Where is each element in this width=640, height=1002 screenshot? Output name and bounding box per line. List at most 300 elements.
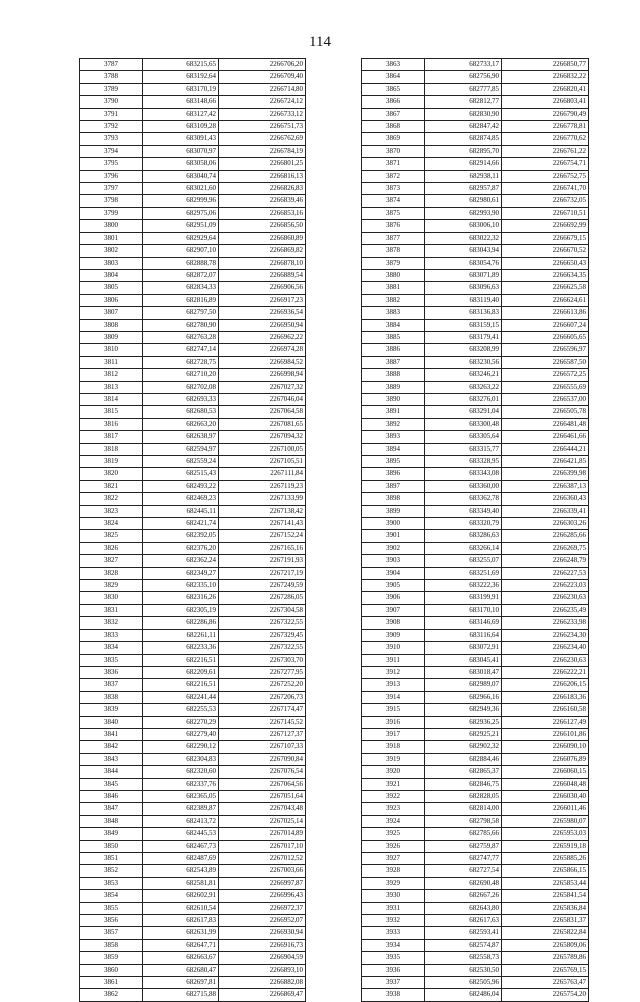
point-number-cell: 3805 [80, 282, 143, 294]
point-number-cell: 3919 [362, 753, 425, 765]
x-coordinate-cell: 683136,83 [425, 307, 502, 319]
x-coordinate-cell: 682469,23 [143, 493, 219, 505]
x-coordinate-cell: 682747,77 [425, 853, 502, 865]
point-number-cell: 3898 [362, 493, 425, 505]
table-row [362, 170, 589, 182]
table-row [80, 977, 306, 989]
x-coordinate-cell: 682667,26 [425, 890, 502, 902]
table-row [80, 456, 306, 468]
x-coordinate-cell: 682693,33 [143, 393, 219, 405]
y-coordinate-cell: 2266030,40 [502, 790, 589, 802]
y-coordinate-cell: 2267027,32 [219, 381, 306, 393]
table-row [80, 629, 306, 641]
x-coordinate-cell: 682643,80 [425, 902, 502, 914]
y-coordinate-cell: 2267105,51 [219, 456, 306, 468]
x-coordinate-cell: 682759,87 [425, 840, 502, 852]
table-row [362, 902, 589, 914]
x-coordinate-cell: 682756,90 [425, 71, 502, 83]
x-coordinate-cell: 682530,50 [425, 964, 502, 976]
x-coordinate-cell: 683222,36 [425, 580, 502, 592]
point-number-cell: 3836 [80, 666, 143, 678]
table-row [362, 505, 589, 517]
table-row [362, 592, 589, 604]
point-number-cell: 3787 [80, 59, 143, 71]
x-coordinate-cell: 682951,09 [143, 220, 219, 232]
x-coordinate-cell: 683043,94 [425, 245, 502, 257]
y-coordinate-cell: 2266893,10 [219, 964, 306, 976]
table-row [362, 877, 589, 889]
y-coordinate-cell: 2266733,12 [219, 108, 306, 120]
point-number-cell: 3840 [80, 716, 143, 728]
x-coordinate-cell: 682241,44 [143, 691, 219, 703]
y-coordinate-cell: 2266889,54 [219, 269, 306, 281]
x-coordinate-cell: 682733,17 [425, 59, 502, 71]
point-number-cell: 3814 [80, 393, 143, 405]
table-row [80, 642, 306, 654]
point-number-cell: 3926 [362, 840, 425, 852]
table-row [80, 480, 306, 492]
point-number-cell: 3876 [362, 220, 425, 232]
table-row [362, 480, 589, 492]
point-number-cell: 3917 [362, 728, 425, 740]
y-coordinate-cell: 2266339,41 [502, 505, 589, 517]
point-number-cell: 3856 [80, 915, 143, 927]
point-number-cell: 3889 [362, 381, 425, 393]
x-coordinate-cell: 682421,74 [143, 518, 219, 530]
y-coordinate-cell: 2266998,94 [219, 369, 306, 381]
point-number-cell: 3830 [80, 592, 143, 604]
table-row [80, 245, 306, 257]
x-coordinate-cell: 683360,00 [425, 480, 502, 492]
point-number-cell: 3935 [362, 952, 425, 964]
x-coordinate-cell: 683148,66 [143, 96, 219, 108]
table-row [80, 232, 306, 244]
table-row [362, 604, 589, 616]
y-coordinate-cell: 2266607,24 [502, 319, 589, 331]
table-row [80, 443, 306, 455]
y-coordinate-cell: 2265831,37 [502, 915, 589, 927]
y-coordinate-cell: 2266235,49 [502, 604, 589, 616]
table-row [80, 183, 306, 195]
y-coordinate-cell: 2266222,21 [502, 666, 589, 678]
point-number-cell: 3904 [362, 567, 425, 579]
table-row [80, 207, 306, 219]
x-coordinate-cell: 682376,20 [143, 542, 219, 554]
point-number-cell: 3915 [362, 704, 425, 716]
y-coordinate-cell: 2266856,50 [219, 220, 306, 232]
table-row [362, 133, 589, 145]
x-coordinate-cell: 682715,88 [143, 989, 219, 1001]
point-number-cell: 3924 [362, 815, 425, 827]
x-coordinate-cell: 682320,60 [143, 766, 219, 778]
point-number-cell: 3928 [362, 865, 425, 877]
y-coordinate-cell: 2266233,98 [502, 617, 589, 629]
x-coordinate-cell: 682812,77 [425, 96, 502, 108]
point-number-cell: 3937 [362, 977, 425, 989]
point-number-cell: 3905 [362, 580, 425, 592]
y-coordinate-cell: 2267174,47 [219, 704, 306, 716]
y-coordinate-cell: 2266803,41 [502, 96, 589, 108]
point-number-cell: 3895 [362, 456, 425, 468]
table-row [362, 108, 589, 120]
x-coordinate-cell: 682763,28 [143, 331, 219, 343]
y-coordinate-cell: 2267017,10 [219, 840, 306, 852]
x-coordinate-cell: 682949,36 [425, 704, 502, 716]
y-coordinate-cell: 2266790,49 [502, 108, 589, 120]
point-number-cell: 3882 [362, 294, 425, 306]
y-coordinate-cell: 2265754,20 [502, 989, 589, 1001]
table-row [362, 939, 589, 951]
y-coordinate-cell: 2266761,22 [502, 145, 589, 157]
table-row [362, 96, 589, 108]
table-row [80, 505, 306, 517]
table-row [362, 121, 589, 133]
table-row [80, 468, 306, 480]
y-coordinate-cell: 2265853,44 [502, 877, 589, 889]
table-row [362, 828, 589, 840]
point-number-cell: 3897 [362, 480, 425, 492]
x-coordinate-cell: 682925,21 [425, 728, 502, 740]
table-row [80, 989, 306, 1001]
table-row [362, 567, 589, 579]
y-coordinate-cell: 2266741,70 [502, 183, 589, 195]
x-coordinate-cell: 682233,36 [143, 642, 219, 654]
y-coordinate-cell: 2266709,40 [219, 71, 306, 83]
table-row [362, 629, 589, 641]
table-row [362, 617, 589, 629]
y-coordinate-cell: 2266230,63 [502, 654, 589, 666]
x-coordinate-cell: 682638,97 [143, 431, 219, 443]
point-number-cell: 3873 [362, 183, 425, 195]
y-coordinate-cell: 2266596,97 [502, 344, 589, 356]
x-coordinate-cell: 683072,91 [425, 642, 502, 654]
x-coordinate-cell: 682558,73 [425, 952, 502, 964]
table-row [362, 418, 589, 430]
table-row [80, 220, 306, 232]
x-coordinate-cell: 683146,69 [425, 617, 502, 629]
point-number-cell: 3790 [80, 96, 143, 108]
y-coordinate-cell: 2266230,63 [502, 592, 589, 604]
table-row [80, 964, 306, 976]
x-coordinate-cell: 682647,71 [143, 939, 219, 951]
y-coordinate-cell: 2267107,33 [219, 741, 306, 753]
point-number-cell: 3816 [80, 418, 143, 430]
point-number-cell: 3936 [362, 964, 425, 976]
table-row [362, 741, 589, 753]
x-coordinate-cell: 682413,72 [143, 815, 219, 827]
point-number-cell: 3827 [80, 555, 143, 567]
x-coordinate-cell: 682690,48 [425, 877, 502, 889]
point-number-cell: 3891 [362, 406, 425, 418]
table-row [80, 331, 306, 343]
table-row [80, 840, 306, 852]
table-row [80, 704, 306, 716]
table-row [80, 493, 306, 505]
x-coordinate-cell: 682663,67 [143, 952, 219, 964]
table-row [80, 431, 306, 443]
y-coordinate-cell: 2266587,50 [502, 356, 589, 368]
point-number-cell: 3844 [80, 766, 143, 778]
table-row [362, 406, 589, 418]
y-coordinate-cell: 2266269,75 [502, 542, 589, 554]
table-row [80, 902, 306, 914]
y-coordinate-cell: 2265953,03 [502, 828, 589, 840]
y-coordinate-cell: 2266234,40 [502, 642, 589, 654]
x-coordinate-cell: 683021,60 [143, 183, 219, 195]
table-row [362, 790, 589, 802]
table-row [362, 71, 589, 83]
point-number-cell: 3819 [80, 456, 143, 468]
point-number-cell: 3911 [362, 654, 425, 666]
y-coordinate-cell: 2267090,84 [219, 753, 306, 765]
table-row [362, 542, 589, 554]
table-row [362, 393, 589, 405]
y-coordinate-cell: 2266624,61 [502, 294, 589, 306]
table-row [362, 766, 589, 778]
y-coordinate-cell: 2265769,15 [502, 964, 589, 976]
x-coordinate-cell: 682975,06 [143, 207, 219, 219]
y-coordinate-cell: 2267249,59 [219, 580, 306, 592]
y-coordinate-cell: 2266360,43 [502, 493, 589, 505]
x-coordinate-cell: 683276,01 [425, 393, 502, 405]
x-coordinate-cell: 682487,69 [143, 853, 219, 865]
table-row [80, 927, 306, 939]
table-row [362, 282, 589, 294]
x-coordinate-cell: 682914,66 [425, 158, 502, 170]
table-row [80, 691, 306, 703]
y-coordinate-cell: 2265841,54 [502, 890, 589, 902]
coordinates-table-right [361, 58, 589, 1002]
table-row [80, 418, 306, 430]
point-number-cell: 3822 [80, 493, 143, 505]
x-coordinate-cell: 682559,24 [143, 456, 219, 468]
table-row [80, 282, 306, 294]
point-number-cell: 3841 [80, 728, 143, 740]
point-number-cell: 3792 [80, 121, 143, 133]
point-number-cell: 3829 [80, 580, 143, 592]
x-coordinate-cell: 683071,89 [425, 269, 502, 281]
x-coordinate-cell: 682680,53 [143, 406, 219, 418]
table-row [80, 356, 306, 368]
point-number-cell: 3842 [80, 741, 143, 753]
table-row [362, 59, 589, 71]
table-row [80, 406, 306, 418]
x-coordinate-cell: 682392,05 [143, 530, 219, 542]
table-row [362, 666, 589, 678]
x-coordinate-cell: 682593,41 [425, 927, 502, 939]
x-coordinate-cell: 682335,10 [143, 580, 219, 592]
x-coordinate-cell: 682902,32 [425, 741, 502, 753]
point-number-cell: 3863 [362, 59, 425, 71]
point-number-cell: 3839 [80, 704, 143, 716]
table-row [80, 828, 306, 840]
y-coordinate-cell: 2266223,03 [502, 580, 589, 592]
y-coordinate-cell: 2266625,58 [502, 282, 589, 294]
table-row [80, 542, 306, 554]
y-coordinate-cell: 2265866,15 [502, 865, 589, 877]
table-row [362, 654, 589, 666]
point-number-cell: 3874 [362, 195, 425, 207]
point-number-cell: 3811 [80, 356, 143, 368]
y-coordinate-cell: 2266906,56 [219, 282, 306, 294]
y-coordinate-cell: 2266248,79 [502, 555, 589, 567]
point-number-cell: 3865 [362, 83, 425, 95]
x-coordinate-cell: 683054,76 [425, 257, 502, 269]
table-row [362, 716, 589, 728]
y-coordinate-cell: 2266952,07 [219, 915, 306, 927]
point-number-cell: 3794 [80, 145, 143, 157]
point-number-cell: 3908 [362, 617, 425, 629]
x-coordinate-cell: 683170,19 [143, 83, 219, 95]
table-row [362, 356, 589, 368]
x-coordinate-cell: 683119,40 [425, 294, 502, 306]
point-number-cell: 3846 [80, 790, 143, 802]
x-coordinate-cell: 682938,11 [425, 170, 502, 182]
x-coordinate-cell: 682261,11 [143, 629, 219, 641]
table-row [362, 977, 589, 989]
table-row [362, 294, 589, 306]
x-coordinate-cell: 682216,51 [143, 679, 219, 691]
y-coordinate-cell: 2265789,86 [502, 952, 589, 964]
x-coordinate-cell: 683263,22 [425, 381, 502, 393]
y-coordinate-cell: 2266605,65 [502, 331, 589, 343]
x-coordinate-cell: 682797,50 [143, 307, 219, 319]
point-number-cell: 3925 [362, 828, 425, 840]
y-coordinate-cell: 2267322,55 [219, 642, 306, 654]
point-number-cell: 3795 [80, 158, 143, 170]
table-row [80, 617, 306, 629]
point-number-cell: 3903 [362, 555, 425, 567]
y-coordinate-cell: 2267012,52 [219, 853, 306, 865]
point-number-cell: 3862 [80, 989, 143, 1001]
table-row [80, 121, 306, 133]
point-number-cell: 3800 [80, 220, 143, 232]
x-coordinate-cell: 683286,63 [425, 530, 502, 542]
x-coordinate-cell: 683179,41 [425, 331, 502, 343]
x-coordinate-cell: 682290,12 [143, 741, 219, 753]
x-coordinate-cell: 682543,89 [143, 865, 219, 877]
x-coordinate-cell: 682209,61 [143, 666, 219, 678]
point-number-cell: 3868 [362, 121, 425, 133]
y-coordinate-cell: 2266752,75 [502, 170, 589, 182]
x-coordinate-cell: 682710,20 [143, 369, 219, 381]
y-coordinate-cell: 2266853,16 [219, 207, 306, 219]
table-row [362, 232, 589, 244]
x-coordinate-cell: 682847,42 [425, 121, 502, 133]
table-row [80, 567, 306, 579]
y-coordinate-cell: 2266060,15 [502, 766, 589, 778]
y-coordinate-cell: 2266303,26 [502, 518, 589, 530]
y-coordinate-cell: 2266762,69 [219, 133, 306, 145]
y-coordinate-cell: 2266839,46 [219, 195, 306, 207]
point-number-cell: 3869 [362, 133, 425, 145]
point-number-cell: 3810 [80, 344, 143, 356]
y-coordinate-cell: 2266869,82 [219, 245, 306, 257]
y-coordinate-cell: 2265809,06 [502, 939, 589, 951]
y-coordinate-cell: 2267094,32 [219, 431, 306, 443]
x-coordinate-cell: 682663,20 [143, 418, 219, 430]
x-coordinate-cell: 683208,99 [425, 344, 502, 356]
y-coordinate-cell: 2266996,43 [219, 890, 306, 902]
x-coordinate-cell: 682702,08 [143, 381, 219, 393]
table-row [362, 728, 589, 740]
point-number-cell: 3894 [362, 443, 425, 455]
point-number-cell: 3861 [80, 977, 143, 989]
point-number-cell: 3932 [362, 915, 425, 927]
page-number: 114 [309, 34, 331, 50]
table-row [362, 381, 589, 393]
table-row [80, 71, 306, 83]
table-row [362, 580, 589, 592]
y-coordinate-cell: 2267277,95 [219, 666, 306, 678]
point-number-cell: 3824 [80, 518, 143, 530]
point-number-cell: 3820 [80, 468, 143, 480]
x-coordinate-cell: 682610,54 [143, 902, 219, 914]
point-number-cell: 3934 [362, 939, 425, 951]
x-coordinate-cell: 682216,51 [143, 654, 219, 666]
y-coordinate-cell: 2266679,15 [502, 232, 589, 244]
y-coordinate-cell: 2266710,51 [502, 207, 589, 219]
y-coordinate-cell: 2267145,52 [219, 716, 306, 728]
x-coordinate-cell: 682286,86 [143, 617, 219, 629]
point-number-cell: 3867 [362, 108, 425, 120]
x-coordinate-cell: 682486,04 [425, 989, 502, 1001]
y-coordinate-cell: 2267138,42 [219, 505, 306, 517]
y-coordinate-cell: 2267081,65 [219, 418, 306, 430]
y-coordinate-cell: 2266724,12 [219, 96, 306, 108]
table-row [362, 183, 589, 195]
y-coordinate-cell: 2267046,04 [219, 393, 306, 405]
y-coordinate-cell: 2266444,21 [502, 443, 589, 455]
table-row [80, 269, 306, 281]
x-coordinate-cell: 682727,54 [425, 865, 502, 877]
x-coordinate-cell: 682728,75 [143, 356, 219, 368]
x-coordinate-cell: 682574,87 [425, 939, 502, 951]
table-row [362, 815, 589, 827]
point-number-cell: 3791 [80, 108, 143, 120]
point-number-cell: 3870 [362, 145, 425, 157]
x-coordinate-cell: 682884,46 [425, 753, 502, 765]
table-row [362, 269, 589, 281]
point-number-cell: 3802 [80, 245, 143, 257]
x-coordinate-cell: 683291,04 [425, 406, 502, 418]
point-number-cell: 3929 [362, 877, 425, 889]
table-row [80, 853, 306, 865]
y-coordinate-cell: 2266076,89 [502, 753, 589, 765]
table-row [362, 915, 589, 927]
y-coordinate-cell: 2267141,43 [219, 518, 306, 530]
table-row [362, 158, 589, 170]
y-coordinate-cell: 2267322,55 [219, 617, 306, 629]
point-number-cell: 3920 [362, 766, 425, 778]
y-coordinate-cell: 2266505,78 [502, 406, 589, 418]
table-row [80, 890, 306, 902]
x-coordinate-cell: 682957,87 [425, 183, 502, 195]
y-coordinate-cell: 2266778,81 [502, 121, 589, 133]
point-number-cell: 3858 [80, 939, 143, 951]
y-coordinate-cell: 2266732,05 [502, 195, 589, 207]
y-coordinate-cell: 2266832,22 [502, 71, 589, 83]
table-row [80, 369, 306, 381]
x-coordinate-cell: 682602,91 [143, 890, 219, 902]
point-number-cell: 3883 [362, 307, 425, 319]
x-coordinate-cell: 683091,43 [143, 133, 219, 145]
y-coordinate-cell: 2267152,24 [219, 530, 306, 542]
table-row [80, 790, 306, 802]
table-row [362, 319, 589, 331]
x-coordinate-cell: 683045,41 [425, 654, 502, 666]
table-row [80, 195, 306, 207]
